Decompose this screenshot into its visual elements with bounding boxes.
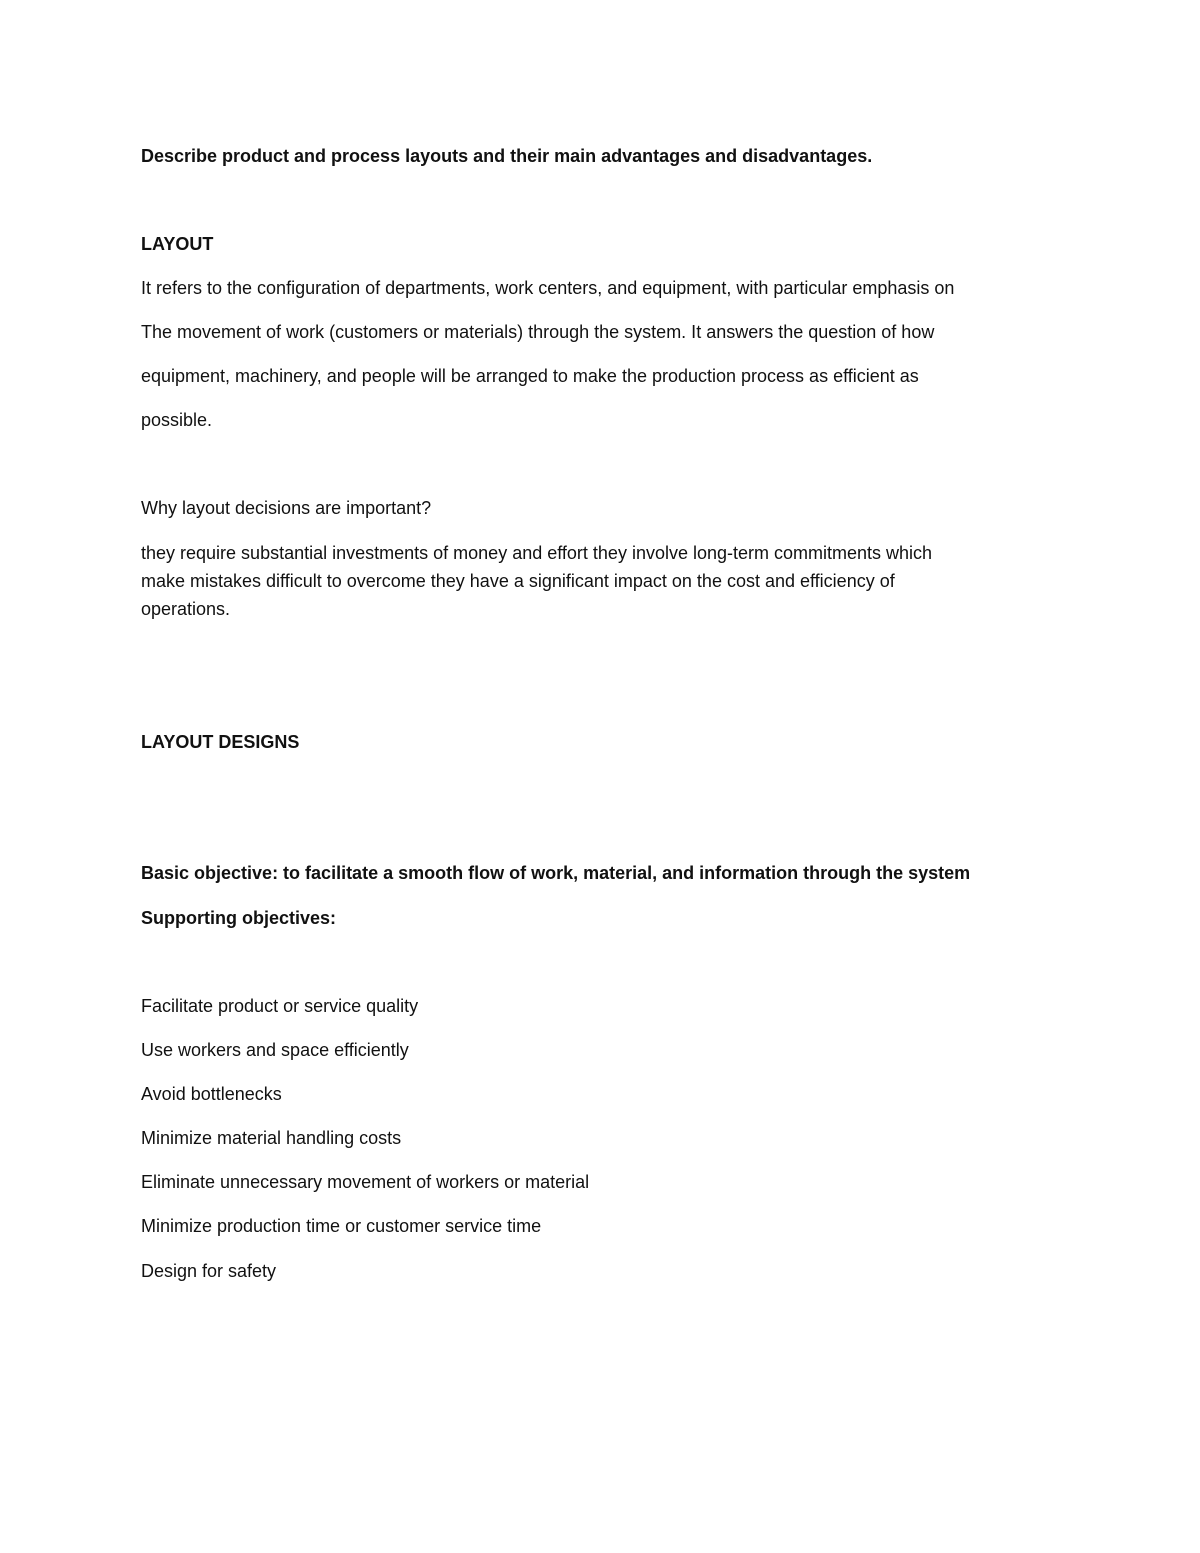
supporting-objective-item: Minimize material handling costs xyxy=(141,1128,402,1148)
question-heading: Describe product and process layouts and their main advantages and disadvantages. xyxy=(141,146,873,166)
layout-definition-line: equipment, machinery, and people will be arranged to make the production process as efficient as xyxy=(141,366,919,386)
why-heading: Why layout decisions are important? xyxy=(141,498,432,518)
layout-definition-line: It refers to the configuration of departments, work centers, and equipment, with particular emphasis on xyxy=(141,278,955,298)
basic-objective: Basic objective: to facilitate a smooth flow of work, material, and information through the system xyxy=(141,863,971,883)
layout-definition-line: The movement of work (customers or materials) through the system. It answers the question of how xyxy=(141,322,935,342)
layout-definition-line: possible. xyxy=(141,410,213,430)
why-line: make mistakes difficult to overcome they have a significant impact on the cost and efficiency of xyxy=(141,571,895,591)
supporting-objective-item: Eliminate unnecessary movement of workers or material xyxy=(141,1172,590,1192)
why-line: they require substantial investments of money and effort they involve long-term commitments which xyxy=(141,543,933,563)
layout-designs-heading: LAYOUT DESIGNS xyxy=(141,732,300,752)
why-line: operations. xyxy=(141,599,231,619)
supporting-objective-item: Avoid bottlenecks xyxy=(141,1084,282,1104)
layout-heading: LAYOUT xyxy=(141,234,214,254)
supporting-objectives-heading: Supporting objectives: xyxy=(141,908,337,928)
supporting-objective-item: Use workers and space efficiently xyxy=(141,1040,409,1060)
supporting-objective-item: Design for safety xyxy=(141,1261,277,1281)
supporting-objective-item: Minimize production time or customer service time xyxy=(141,1216,542,1236)
supporting-objective-item: Facilitate product or service quality xyxy=(141,996,419,1016)
